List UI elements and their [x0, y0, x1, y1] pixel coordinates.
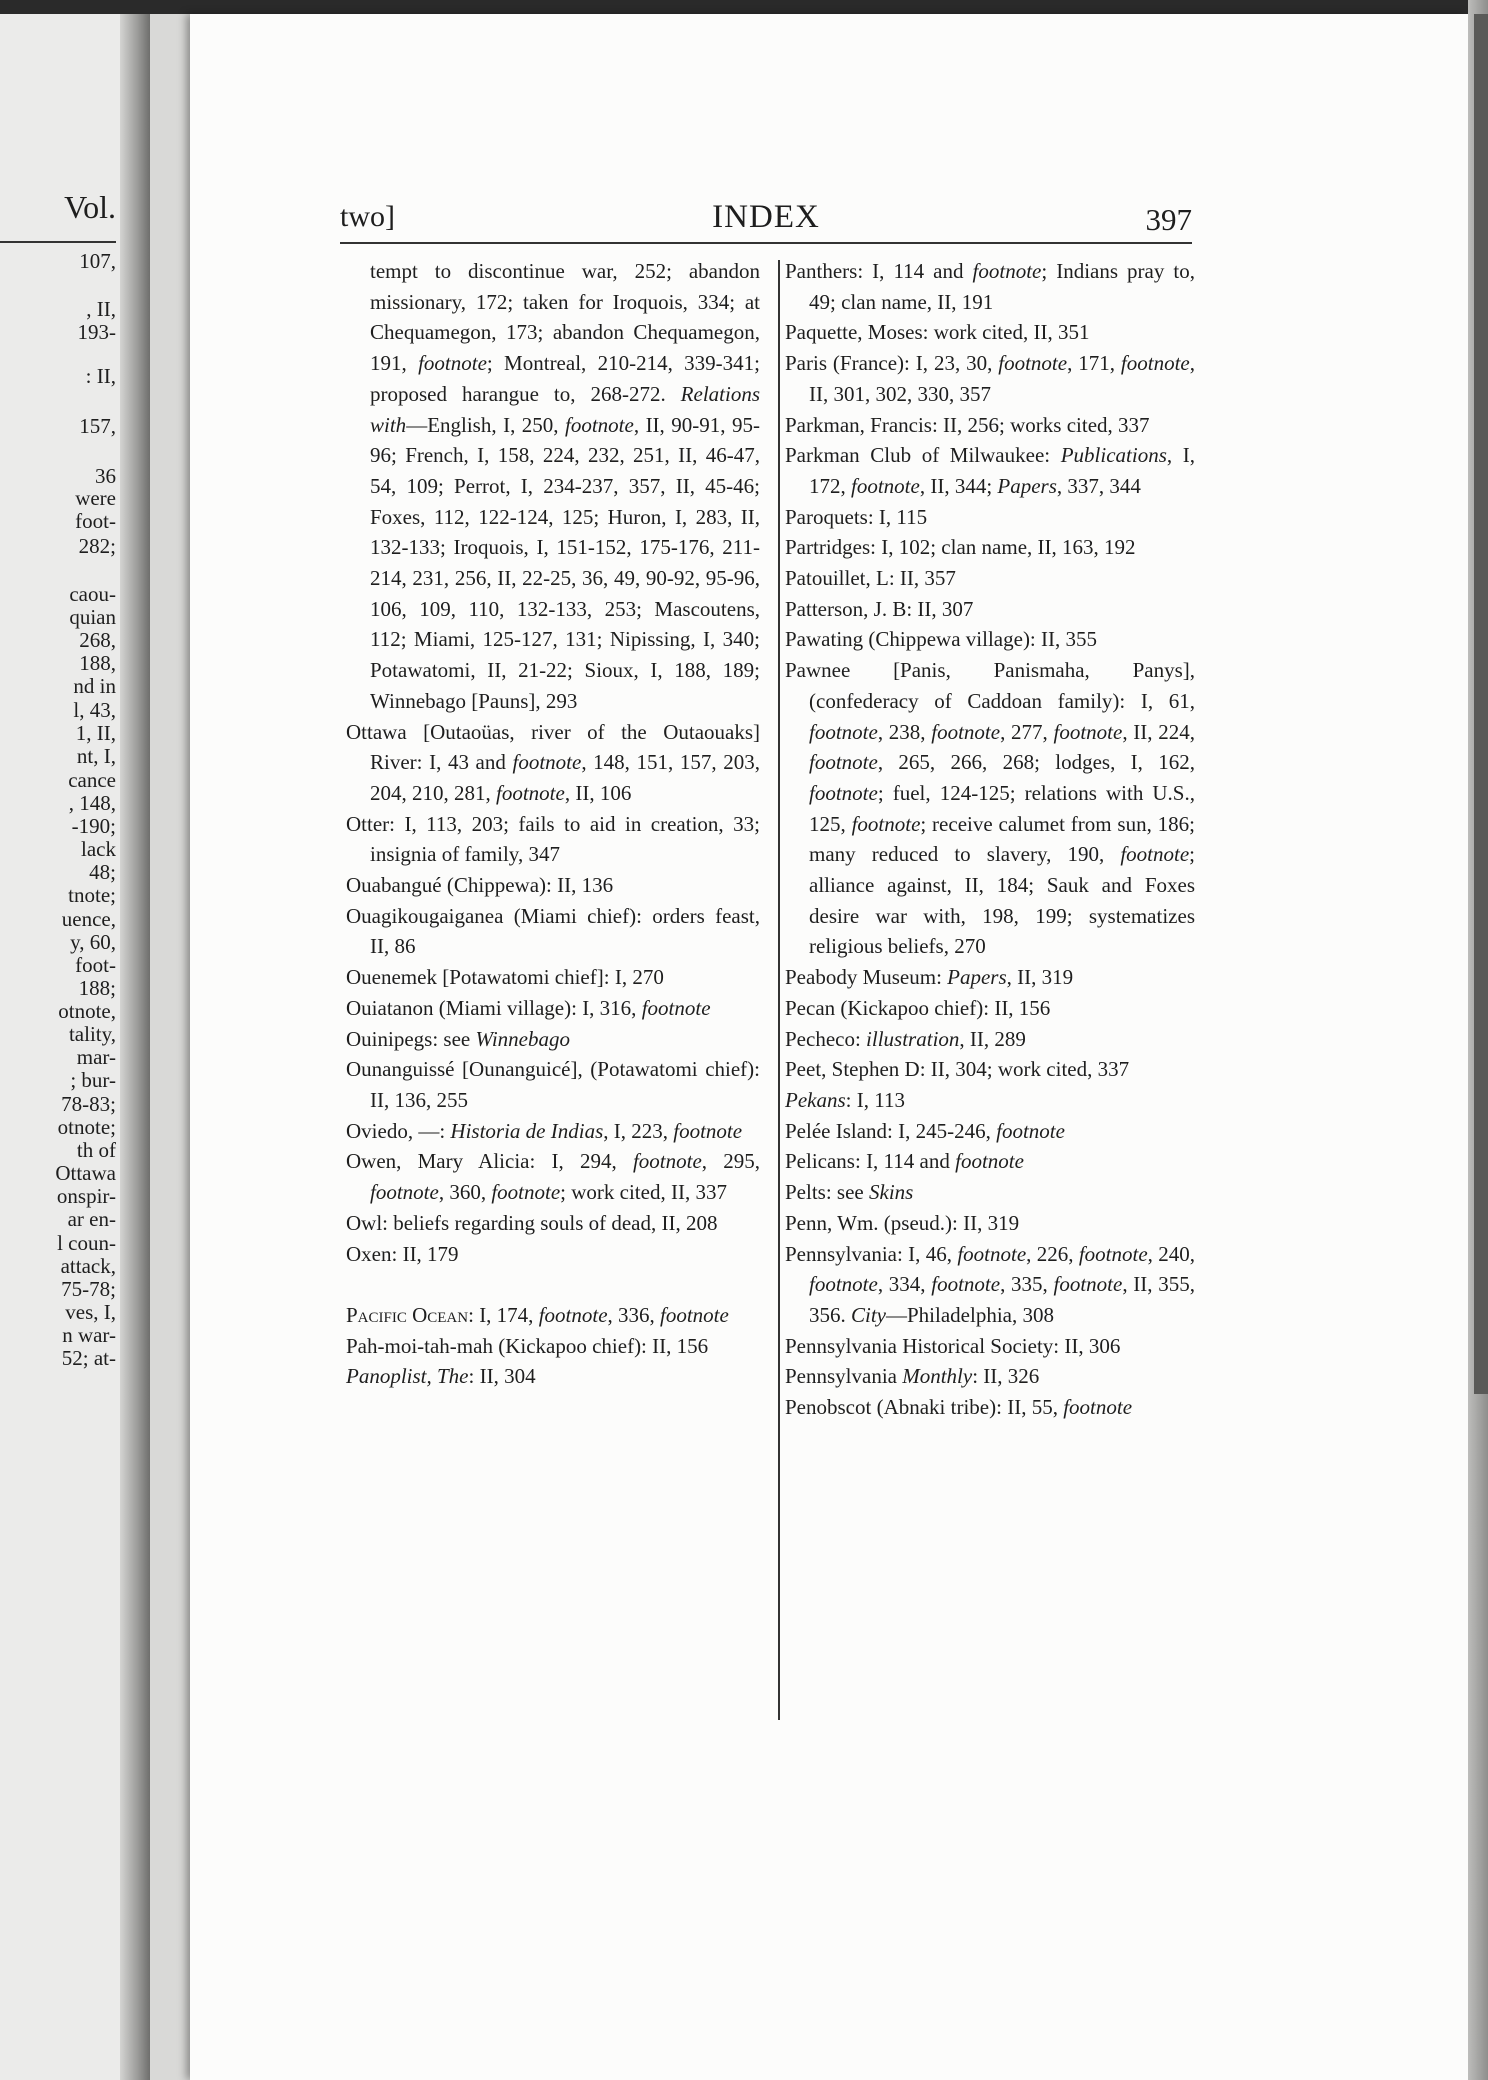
column-divider [778, 260, 780, 1720]
entry-text: , 360, [438, 1180, 492, 1205]
index-entry [785, 1239, 1195, 1331]
entry-text: , II, 301, 302, 330, 357 [809, 351, 1195, 406]
left-page-fragment: uence, [61, 907, 116, 931]
italic-text: footnote [809, 780, 878, 805]
italic-text: footnote [565, 412, 634, 437]
entry-text: Ounanguissé [Ounanguicé], (Potawatomi chief): II, 136, 255 [346, 1057, 760, 1112]
index-entry [785, 1177, 1195, 1208]
italic-text: footnote [931, 719, 1001, 744]
left-page-fragment: nd in [73, 674, 116, 698]
entry-text: : II, 304 [468, 1364, 536, 1389]
index-entry [785, 1208, 1195, 1239]
left-page-header: Vol. [64, 189, 116, 225]
entry-text: Paris (France): I, 23, 30, [785, 351, 999, 376]
entry-text: Oxen: II, 179 [346, 1241, 459, 1266]
entry-text: , 334, [877, 1272, 932, 1297]
small-caps-heading: Pacific Ocean [346, 1302, 469, 1327]
italic-text: footnote [1078, 1241, 1148, 1266]
italic-text: footnote [641, 995, 711, 1020]
entry-text: ; work cited, II, 337 [560, 1180, 727, 1205]
index-entry [785, 1024, 1195, 1055]
entry-text: Ouiatanon (Miami village): I, 316, [346, 995, 642, 1020]
entry-text: ; fuel, 124-125; relations with U.S., 125, [809, 780, 1195, 836]
left-page-fragment: -190; [71, 814, 116, 838]
entry-text: ; Montreal, 210-214, 339-341; proposed harangue to, 268-272. [370, 351, 760, 406]
index-entry [346, 717, 760, 809]
italic-text: footnote [491, 1180, 561, 1205]
index-entry [785, 348, 1195, 409]
entry-text: Paquette, Moses: work cited, II, 351 [785, 320, 1090, 345]
entry-text: Ottawa [Outaoüas, river of the Outaouaks] River: I, 43 and [346, 719, 760, 775]
index-entry [346, 870, 760, 901]
entry-text: , 277, [1000, 719, 1054, 744]
index-entry [785, 1054, 1195, 1085]
index-entry [785, 655, 1195, 962]
italic-text: footnote [1120, 842, 1190, 867]
entry-text: Pennsylvania: I, 46, [785, 1241, 958, 1266]
index-entry [346, 1300, 760, 1331]
entry-text: Pecan (Kickapoo chief): II, 156 [785, 995, 1051, 1020]
index-entry [785, 410, 1195, 441]
left-page-fragment: l coun- [57, 1231, 116, 1255]
italic-text: footnote [809, 719, 878, 744]
entry-text: Parkman, Francis: II, 256; works cited, 337 [785, 412, 1150, 437]
left-page-fragment: foot- [75, 509, 116, 533]
left-page-fragment: cance [68, 768, 116, 792]
italic-text: footnote [955, 1149, 1024, 1174]
left-page-fragment: l, 43, [73, 698, 116, 722]
italic-text: Panoplist, The [346, 1364, 469, 1389]
entry-text: Pawnee [Panis, Panismaha, Panys], (confederacy of Caddoan family): I, 61, [785, 658, 1195, 713]
entry-text: Oviedo, —: [346, 1118, 451, 1143]
italic-text: footnote [512, 750, 582, 775]
left-page-fragment: nt, I, [76, 744, 116, 768]
entry-text: , II, 90-91, 95-96; French, I, 158, 224, 232, 251, II, 46-47, 54, 109; Perrot, I, 234-237, 357, II, 45-46; Foxes, 112, 122-124, 125; Huron, I, 283, II, 132-133; Iroquois, I, 151-152, 175-176, 211-214, 231, 256, II, 22-25, 36, 49, 90-92, 95-96, 106, 109, 110, 132-133, 253; Mascoutens, 112; Miami, 125-127, 131; Nipissing, I, 340; Potawatomi, II, 21-22; Sioux, I, 188, 189; Winnebago [Pauns], 293 [370, 412, 760, 713]
entry-text: , I, 172, [809, 443, 1195, 498]
entry-text: Pelicans: I, 114 and [785, 1149, 956, 1174]
page-number: 397 [1145, 202, 1192, 237]
entry-text: Partridges: I, 102; clan name, II, 163, 192 [785, 535, 1136, 560]
entry-text: Owen, Mary Alicia: I, 294, [346, 1149, 633, 1174]
left-page-fragment: : II, [85, 364, 116, 388]
entry-text: , II, 344; [919, 473, 998, 498]
page-edge-shadow [1474, 14, 1488, 1394]
italic-text: City [851, 1302, 886, 1327]
entry-text: Pawating (Chippewa village): II, 355 [785, 627, 1098, 652]
italic-text: footnote [972, 259, 1042, 283]
header-volume-label: two] [340, 200, 395, 233]
italic-text: Winnebago [475, 1026, 570, 1051]
index-entry [785, 256, 1195, 317]
left-page-fragment: 48; [89, 860, 116, 884]
header-rule [340, 242, 1192, 244]
left-page-fragment: , II, [86, 297, 116, 321]
left-page-fragment: otnote, [58, 999, 116, 1023]
index-entry [785, 1361, 1195, 1392]
left-page-fragment: tality, [68, 1022, 116, 1046]
index-entry [346, 809, 760, 870]
running-header [340, 190, 1192, 242]
left-page-fragment: quian [69, 605, 116, 629]
index-entry [785, 1146, 1195, 1177]
index-entry [785, 1392, 1195, 1423]
entry-text: Ouenemek [Potawatomi chief]: I, 270 [346, 965, 664, 990]
italic-text: footnote [1120, 351, 1190, 376]
index-entry [785, 594, 1195, 625]
index-entry [346, 1024, 760, 1055]
entry-text: Parkman Club of Milwaukee: [785, 443, 1061, 468]
entry-text: , 171, [1067, 351, 1121, 376]
italic-text: footnote [1063, 1395, 1133, 1420]
book-gutter [120, 14, 150, 2080]
entry-text: Pah-moi-tah-mah (Kickapoo chief): II, 156 [346, 1333, 709, 1358]
italic-text: illustration [866, 1026, 960, 1051]
entry-text: Pennsylvania Historical Society: II, 306 [785, 1333, 1121, 1358]
italic-text: Papers [947, 965, 1007, 990]
left-page-fragment: lack [81, 837, 116, 861]
italic-text: footnote [1053, 1272, 1123, 1297]
left-facing-page [0, 14, 150, 2080]
entry-text: : II, 326 [972, 1364, 1040, 1389]
italic-text: footnote [957, 1241, 1027, 1266]
entry-text: —English, I, 250, [406, 412, 566, 437]
left-page-fragment: otnote; [57, 1115, 116, 1139]
index-entry [785, 962, 1195, 993]
left-page-fragment: th of [76, 1138, 116, 1162]
entry-text: : I, 113 [845, 1087, 905, 1112]
entry-text: , 265, 266, 268; lodges, I, 162, [877, 750, 1195, 775]
left-page-fragment: ar en- [67, 1207, 116, 1231]
italic-text: Monthly [902, 1364, 973, 1389]
italic-text: footnote [851, 811, 921, 836]
italic-text: footnote [538, 1302, 608, 1327]
index-entry [785, 1085, 1195, 1116]
right-page-edge [1468, 0, 1488, 2080]
index-entry [346, 962, 760, 993]
index-entry [346, 256, 760, 717]
italic-text: footnote [1053, 719, 1123, 744]
left-page-fragment: , 148, [68, 791, 116, 815]
index-entry [346, 1331, 760, 1362]
index-entry [346, 1208, 760, 1239]
index-entry [346, 1146, 760, 1207]
index-entry [785, 440, 1195, 501]
italic-text: footnote [418, 351, 487, 376]
entry-text: , 295, [701, 1149, 760, 1174]
entry-text: Patterson, J. B: II, 307 [785, 596, 974, 621]
left-page-fragment: onspir- [56, 1184, 116, 1208]
left-page-fragment: n war- [62, 1323, 116, 1347]
entry-text: , II, 106 [564, 780, 632, 805]
left-page-fragment: ; bur- [70, 1068, 116, 1092]
left-page-fragment: Ottawa [55, 1161, 116, 1185]
entry-text: Pelée Island: I, 245-246, [785, 1118, 997, 1143]
entry-text: Ouagikougaiganea (Miami chief): orders feast, II, 86 [346, 903, 760, 959]
italic-text: footnote [809, 750, 878, 775]
left-page-fragment: caou- [69, 582, 116, 606]
entry-text: Penn, Wm. (pseud.): II, 319 [785, 1210, 1020, 1235]
entry-text: Penobscot (Abnaki tribe): II, 55, [785, 1395, 1064, 1420]
left-page-fragment: 36 [95, 464, 116, 488]
entry-text: Peabody Museum: [785, 965, 948, 990]
top-dark-border [0, 0, 1488, 14]
entry-text: , II, 224, [1122, 719, 1195, 744]
entry-text: Ouinipegs: see [346, 1026, 476, 1051]
entry-text: , II, 355, 356. [809, 1272, 1195, 1327]
left-page-fragment: 107, [79, 249, 116, 273]
left-page-fragment: 157, [79, 414, 116, 438]
entry-text: , 337, 344 [1056, 473, 1141, 498]
left-page-fragment: 188; [78, 976, 116, 1000]
italic-text: Pekans [785, 1087, 846, 1112]
index-column-left [346, 256, 760, 1392]
index-column-right [785, 256, 1195, 1423]
index-entry [785, 532, 1195, 563]
index-entry [785, 502, 1195, 533]
entry-text: ; receive calumet from sun, 186; many reduced to slavery, 190, [809, 811, 1195, 867]
left-page-fragment: 75-78; [61, 1277, 116, 1301]
entry-text: Otter: I, 113, 203; fails to aid in creation, 33; insignia of family, 347 [346, 811, 760, 867]
left-page-fragment: 1, II, [75, 721, 116, 745]
index-entry [785, 317, 1195, 348]
entry-text: Pecheco: [785, 1026, 867, 1051]
index-entry [346, 1239, 760, 1270]
left-page-fragment: 193- [77, 320, 116, 344]
header-title: INDEX [712, 199, 820, 235]
left-page-fragment: 52; at- [61, 1346, 116, 1370]
entry-text: Pennsylvania [785, 1364, 903, 1389]
italic-text: footnote [998, 351, 1068, 376]
italic-text: footnote [496, 780, 565, 805]
italic-text: Skins [869, 1180, 914, 1205]
entry-text: Pelts: see [785, 1180, 869, 1205]
index-entry [346, 1054, 760, 1115]
left-page-fragment: 188, [79, 651, 116, 675]
left-page-fragment: 282; [78, 534, 116, 558]
italic-text: footnote [809, 1272, 878, 1297]
left-page-fragment: were [75, 486, 116, 510]
italic-text: footnote [996, 1118, 1065, 1143]
entry-text: Panthers: I, 114 and [785, 259, 973, 283]
entry-text: Patouillet, L: II, 357 [785, 566, 956, 591]
entry-text: , I, 223, [603, 1118, 674, 1143]
index-entry [785, 1116, 1195, 1147]
entry-text: —Philadelphia, 308 [886, 1302, 1054, 1327]
entry-text: Owl: beliefs regarding souls of dead, II, 208 [346, 1210, 718, 1235]
left-page-fragment: attack, [60, 1254, 116, 1278]
entry-text: , 148, 151, 157, 203, 204, 210, 281, [370, 750, 760, 805]
left-page-fragment: 268, [79, 628, 116, 652]
left-page-fragment: ves, I, [65, 1300, 116, 1324]
italic-text: Relations with [370, 381, 760, 437]
entry-text: ; alliance against, II, 184; Sauk and Foxes desire war with, 198, 199; systematizes religious beliefs, 270 [809, 842, 1195, 959]
index-entry [785, 563, 1195, 594]
entry-text: Ouabangué (Chippewa): II, 136 [346, 873, 614, 898]
italic-text: footnote [660, 1302, 729, 1327]
entry-text: , 238, [877, 719, 932, 744]
index-entry [346, 1116, 760, 1147]
italic-text: footnote [632, 1149, 702, 1174]
italic-text: footnote [370, 1180, 439, 1205]
left-page-fragment: 78-83; [61, 1092, 116, 1116]
entry-text: , II, 289 [959, 1026, 1026, 1051]
left-page-fragment: y, 60, [70, 930, 116, 954]
index-entry [346, 993, 760, 1024]
entry-text: , II, 319 [1006, 965, 1074, 990]
entry-text: , 335, [1000, 1272, 1054, 1297]
entry-text: tempt to discontinue war, 252; abandon missionary, 172; taken for Iroquois, 334; at Chequamegon, 173; abandon Chequamegon, 191, [370, 259, 760, 376]
italic-text: footnote [851, 473, 920, 498]
entry-text: : I, 174, [468, 1302, 539, 1327]
index-entry [346, 901, 760, 962]
left-page-fragment: foot- [75, 953, 116, 977]
left-page-header-rule [0, 241, 116, 243]
entry-text: Paroquets: I, 115 [785, 504, 928, 529]
italic-text: footnote [673, 1118, 743, 1143]
entry-text: , 226, [1026, 1241, 1079, 1266]
index-entry [785, 993, 1195, 1024]
italic-text: Papers [997, 473, 1057, 498]
index-entry [785, 1331, 1195, 1362]
entry-text: , 336, [607, 1302, 661, 1327]
index-entry [346, 1361, 760, 1392]
italic-text: Publications [1060, 443, 1167, 468]
index-entry [785, 624, 1195, 655]
italic-text: Historia de Indias [450, 1118, 604, 1143]
italic-text: footnote [931, 1272, 1001, 1297]
entry-text: , 240, [1147, 1241, 1196, 1266]
left-page-fragment: tnote; [68, 883, 116, 907]
left-page-fragment: mar- [76, 1045, 116, 1069]
entry-text: ; Indians pray to, 49; clan name, II, 191 [809, 259, 1195, 314]
entry-text: Peet, Stephen D: II, 304; work cited, 337 [785, 1057, 1130, 1082]
